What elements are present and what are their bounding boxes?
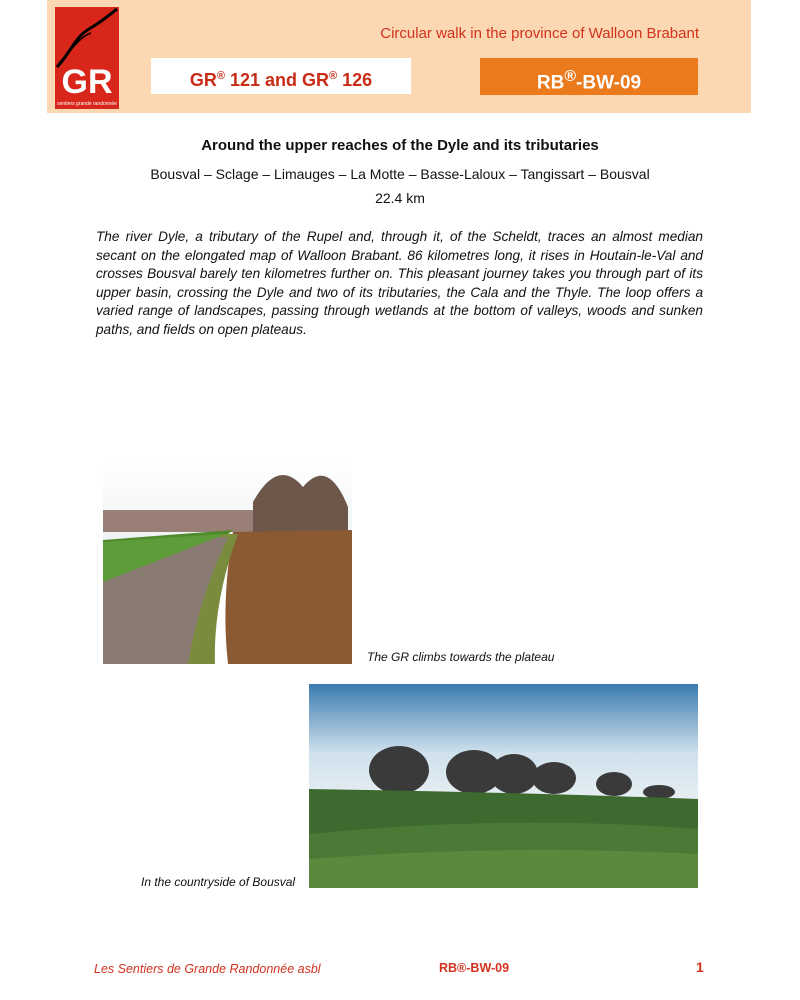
code-post: -BW-09 — [576, 72, 642, 94]
route-mid: 121 and GR — [224, 70, 329, 90]
page-number: 1 — [696, 959, 704, 975]
footer-organization: Les Sentiers de Grande Randonnée asbl — [94, 962, 321, 976]
page-header — [47, 0, 751, 113]
photo-caption-1: The GR climbs towards the plateau — [367, 650, 555, 664]
route-pre: GR — [189, 70, 217, 90]
gr-logo — [55, 7, 119, 109]
route-reg-2: ® — [329, 70, 338, 82]
route-stages: Bousval – Sclage – Limauges – La Motte – Basse-Laloux – Tangissart – Bousval — [150, 166, 650, 182]
code-pre: RB — [536, 72, 565, 94]
header-subtitle: Circular walk in the province of Walloon Brabant — [380, 25, 699, 42]
page-title: Around the upper reaches of the Dyle and its tributaries — [201, 137, 599, 154]
photo-countryside — [309, 684, 698, 888]
code-reg: ® — [564, 68, 577, 85]
photo-path-plateau — [103, 462, 352, 664]
footer-walk-code: RB®-BW-09 — [439, 961, 510, 975]
route-post: 126 — [337, 70, 373, 90]
route-reg-1: ® — [216, 70, 225, 82]
route-distance: 22.4 km — [375, 190, 425, 206]
route-box — [151, 58, 411, 94]
logo-letters: GR — [61, 63, 113, 101]
walk-code-box — [480, 58, 698, 95]
intro-paragraph: The river Dyle, a tributary of the Rupel and, through it, of the Scheldt, traces an almost median secant on the elongated map of Walloon Brabant. 86 kilometres long, it rises in Houtain-le-Val and crosses Bousval barely ten kilometres further on. This pleasant journey takes you through part of its upper basin, crossing the Dyle and two of its tributaries, the Cala and the Thyle. The loop offers a varied range of landscapes, passing through wetlands at the bottom of valleys, woods and sunken paths, and fields on open plateaus. — [96, 229, 703, 337]
photo-caption-2: In the countryside of Bousval — [141, 875, 296, 889]
logo-tagline: sentiers grande randonnée — [57, 101, 117, 107]
